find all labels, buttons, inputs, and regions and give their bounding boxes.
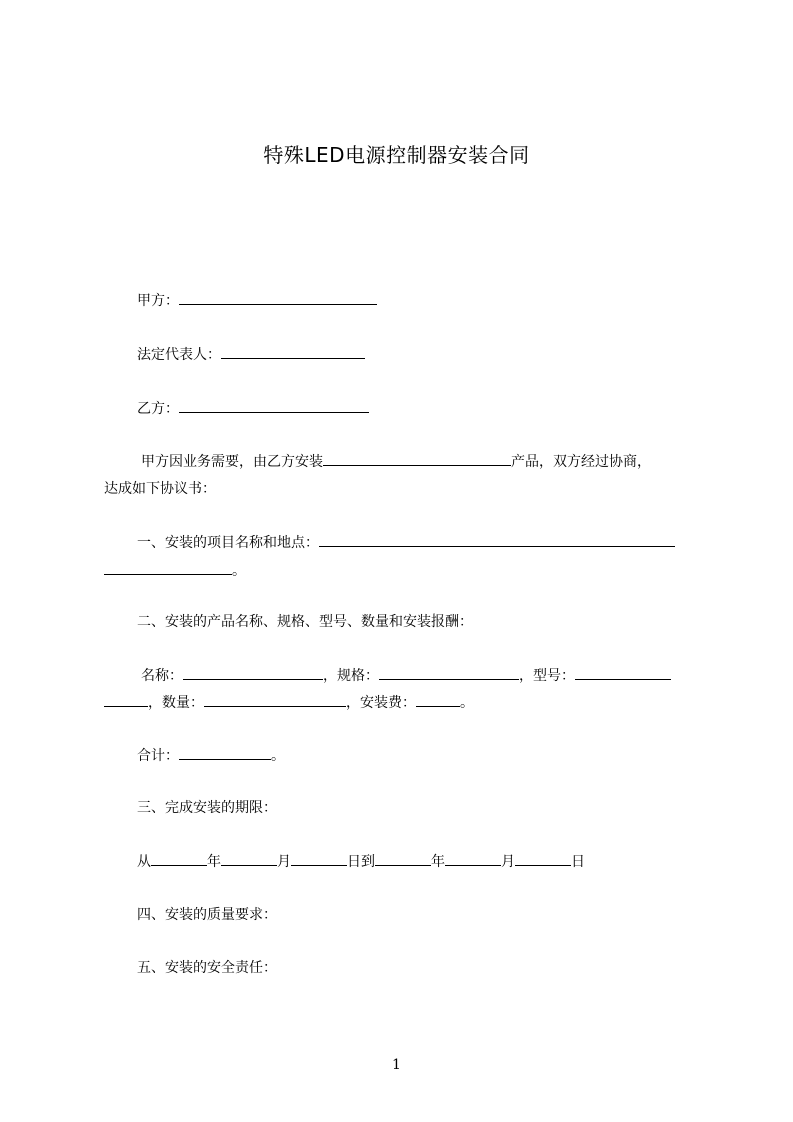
intro-text-1: 甲方因业务需要，由乙方安装 [141, 454, 323, 470]
fee-label: ，安装费： [346, 695, 416, 711]
total-blank[interactable] [179, 745, 271, 760]
model-label: ，型号： [519, 668, 575, 684]
name-label: 名称： [141, 668, 183, 684]
product-blank[interactable] [323, 451, 511, 466]
legal-rep-label: 法定代表人： [137, 347, 221, 363]
section-1-end: 。 [232, 563, 246, 579]
product-details-continuation [104, 692, 474, 713]
date-month-1: 月 [277, 854, 291, 870]
legal-rep-line [137, 344, 737, 365]
party-b-line [137, 398, 737, 419]
project-location-blank-cont[interactable] [104, 560, 232, 575]
date-day-1-to: 日到 [347, 854, 375, 870]
end-year-blank[interactable] [375, 851, 431, 866]
spec-blank[interactable] [379, 665, 519, 680]
total-line [137, 745, 737, 766]
page-title: 特殊LED电源控制器安装合同 [263, 143, 530, 167]
page-number: 1 [392, 1057, 401, 1073]
party-a-blank[interactable] [179, 290, 377, 305]
date-year-2: 年 [431, 854, 445, 870]
fee-end: 。 [460, 695, 474, 711]
start-year-blank[interactable] [151, 851, 207, 866]
date-month-2: 月 [501, 854, 515, 870]
fee-blank[interactable] [416, 692, 460, 707]
name-blank[interactable] [183, 665, 323, 680]
date-day-2: 日 [571, 854, 585, 870]
end-day-blank[interactable] [515, 851, 571, 866]
party-a-line [137, 290, 737, 311]
section-1-continuation [104, 560, 246, 581]
date-from: 从 [137, 854, 151, 870]
section-1-label: 一、安装的项目名称和地点： [137, 535, 319, 551]
intro-continuation: 达成如下协议书： [104, 481, 216, 497]
section-5-heading: 五、安装的安全责任： [137, 960, 277, 976]
model-blank-cont[interactable] [104, 692, 148, 707]
intro-line [141, 451, 741, 472]
qty-label: ，数量： [148, 695, 204, 711]
qty-blank[interactable] [204, 692, 346, 707]
party-b-blank[interactable] [179, 398, 369, 413]
section-1-line [137, 532, 737, 553]
total-label: 合计： [137, 748, 179, 764]
project-location-blank[interactable] [319, 532, 675, 547]
date-range-line [137, 851, 737, 872]
section-4-heading: 四、安装的质量要求： [137, 907, 277, 923]
model-blank[interactable] [575, 665, 671, 680]
date-year-1: 年 [207, 854, 221, 870]
legal-rep-blank[interactable] [221, 344, 365, 359]
party-b-label: 乙方： [137, 401, 179, 417]
end-month-blank[interactable] [445, 851, 501, 866]
section-2-heading: 二、安装的产品名称、规格、型号、数量和安装报酬： [137, 614, 473, 630]
start-month-blank[interactable] [221, 851, 277, 866]
start-day-blank[interactable] [291, 851, 347, 866]
spec-label: ，规格： [323, 668, 379, 684]
intro-text-2: 产品，双方经过协商， [511, 454, 651, 470]
total-end: 。 [271, 748, 285, 764]
party-a-label: 甲方： [137, 293, 179, 309]
product-details-line [141, 665, 741, 686]
section-3-heading: 三、完成安装的期限： [137, 800, 277, 816]
